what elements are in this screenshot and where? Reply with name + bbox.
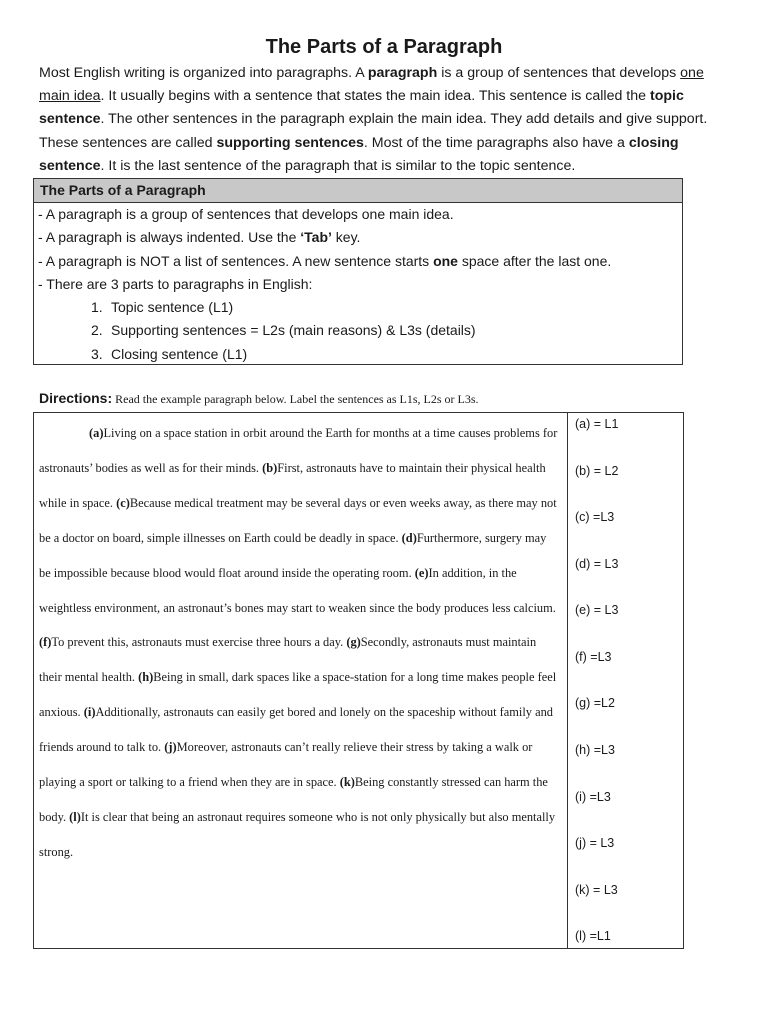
answer-label: (d) = L3 (575, 557, 619, 571)
directions-text: Read the example paragraph below. Label the sentences as L1s, L2s or L3s. (112, 392, 479, 406)
list-number: 3. (91, 345, 103, 362)
sentence-text: It is clear that being an astronaut requires someone who is not only physically but also mentally strong. (39, 809, 556, 859)
sentence-label: (c) (116, 495, 130, 510)
answer-label: (f) =L3 (575, 650, 612, 664)
sentence-label: (h) (138, 670, 154, 685)
parts-line-text: key. (331, 229, 361, 246)
parts-line: - A paragraph is a group of sentences that develops one main idea. (38, 206, 454, 222)
parts-box-header: The Parts of a Paragraph (34, 179, 682, 203)
intro-text: . It usually begins with a sentence that states the main idea. This sentence is called the (100, 88, 650, 105)
list-text: Topic sentence (L1) (111, 299, 234, 316)
answer-label: (a) = L1 (575, 417, 619, 431)
sentence-text: In addition, in the weightless environment, an astronaut’s bones may start to weaken since the body produces less calcium. (39, 565, 556, 615)
intro-text: . The other sentences in the paragraph explain the main idea. They add details and give support. These sentences are called (39, 111, 708, 151)
sentence-label: (j) (164, 740, 177, 755)
directions (39, 390, 479, 408)
intro-text: . It is the last sentence of the paragraph that is similar to the topic sentence. (100, 157, 576, 174)
parts-line: - There are 3 parts to paragraphs in English: (38, 275, 313, 292)
sentence-label: (l) (69, 809, 81, 824)
answer-label: (j) = L3 (575, 836, 615, 850)
answer-label: (c) =L3 (575, 510, 615, 524)
answer-label: (h) =L3 (575, 743, 615, 757)
sentence-label: (b) (262, 460, 278, 475)
tab-key-term: ‘Tab’ (300, 229, 332, 246)
parts-list-item (34, 343, 682, 366)
parts-line-text: - A paragraph is always indented. Use the (38, 229, 301, 246)
intro-text: Most English writing is organized into paragraphs. A (39, 65, 368, 81)
answer-label: (b) = L2 (575, 464, 619, 478)
directions-label: Directions: (39, 390, 113, 406)
example-paragraph (39, 416, 561, 870)
list-number: 1. (91, 299, 103, 316)
list-text: Supporting sentences = L2s (main reasons) & L3s (details) (111, 322, 476, 339)
answer-label: (k) = L3 (575, 883, 618, 897)
parts-list-item (34, 319, 682, 342)
sentence-label: (e) (414, 565, 429, 580)
answer-label: (g) =L2 (575, 696, 615, 710)
term-one-main-idea: one main idea (39, 65, 704, 105)
example-table (33, 412, 684, 949)
sentence-text: Being in small, dark spaces like a space-station for a long time makes people feel anxious. (39, 670, 557, 720)
parts-line-text: space after the last one. (457, 252, 612, 269)
sentence-text: First, astronauts have to maintain their physical health while in space. (39, 460, 546, 510)
intro-text: . Most of the time paragraphs also have a (363, 134, 629, 151)
parts-list-item (34, 296, 682, 319)
sentence-text: Being constantly stressed can harm the body. (39, 775, 548, 824)
term-topic-sentence: topic sentence (39, 88, 684, 128)
parts-line (34, 250, 682, 273)
parts-line (34, 226, 682, 249)
intro-paragraph (39, 62, 729, 178)
sentence-text: Additionally, astronauts can easily get bored and lonely on the spaceship without family and friends around to talk to. (39, 705, 553, 755)
sentence-text: Furthermore, surgery may be impossible because blood would float around inside the operating room. (39, 530, 547, 580)
sentence-text: Living on a space station in orbit around the Earth for months at a time causes problems for astronauts’ bodies as well as for their minds. (39, 426, 558, 475)
sentence-label: (k) (339, 775, 355, 790)
one-term: one (433, 252, 458, 269)
sentence-label: (i) (83, 705, 96, 720)
parts-summary-box (33, 178, 683, 365)
parts-line-text: - A paragraph is NOT a list of sentences. A new sentence starts (38, 252, 434, 269)
answer-label: (i) =L3 (575, 790, 611, 804)
sentence-label: (g) (346, 635, 361, 650)
list-text: Closing sentence (L1) (111, 345, 248, 362)
page-title: The Parts of a Paragraph (265, 36, 503, 58)
term-closing-sentence: closing sentence (39, 134, 679, 174)
term-paragraph: paragraph (367, 65, 438, 81)
term-supporting-sentences: supporting sentences (216, 134, 364, 151)
sentence-text: Secondly, astronauts must maintain their mental health. (39, 635, 537, 685)
sentence-text: To prevent this, astronauts must exercise three hours a day. (51, 635, 347, 650)
sentence-text: Because medical treatment may be several days or even weeks away, as there may not be a doctor on board, simple illnesses on Earth could be deadly in space. (39, 495, 557, 545)
sentence-label: (d) (401, 530, 417, 545)
sentence-text: Moreover, astronauts can’t really relieve their stress by taking a walk or playing a sport or talking to a friend when they are in space. (39, 740, 533, 790)
intro-text: is a group of sentences that develops (437, 65, 681, 81)
list-number: 2. (91, 322, 103, 339)
column-divider (567, 413, 568, 948)
answer-label: (l) =L1 (575, 929, 611, 943)
sentence-label: (f) (39, 635, 52, 650)
sentence-label: (a) (89, 426, 104, 440)
answer-label: (e) = L3 (575, 603, 619, 617)
